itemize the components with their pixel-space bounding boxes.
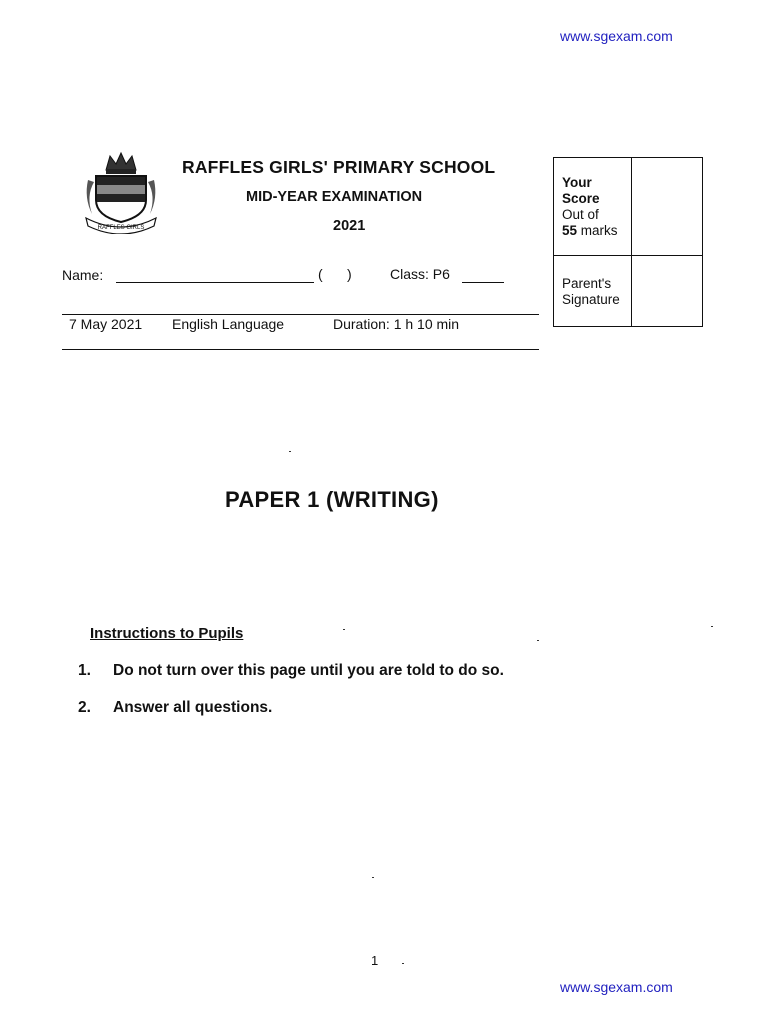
instruction-item <box>78 699 272 717</box>
exam-name: MID-YEAR EXAMINATION <box>246 189 423 205</box>
class-label: Class: P6 <box>390 266 450 282</box>
paper-title: PAPER 1 (WRITING) <box>225 487 439 512</box>
instruction-number: 2. <box>78 699 91 716</box>
scan-speck <box>343 629 345 630</box>
scan-speck <box>711 626 713 627</box>
score-your: Your <box>562 175 592 190</box>
school-crest <box>80 150 162 234</box>
register-bracket-close: ) <box>347 266 352 282</box>
name-field[interactable] <box>116 270 314 283</box>
exam-year: 2021 <box>333 218 366 234</box>
website-link-top[interactable]: www.sgexam.com <box>560 28 673 44</box>
score-score: Score <box>562 191 600 206</box>
website-link-bottom[interactable]: www.sgexam.com <box>560 979 673 995</box>
exam-duration: Duration: 1 h 10 min <box>333 316 460 332</box>
parents-label: Parent's <box>562 276 612 291</box>
instructions-heading: Instructions to Pupils <box>90 625 244 642</box>
exam-subject: English Language <box>172 316 285 332</box>
instruction-text: Do not turn over this page until you are told to do so. <box>113 662 504 679</box>
scan-speck <box>372 877 374 878</box>
exam-date: 7 May 2021 <box>69 316 143 332</box>
score-box <box>553 157 703 327</box>
instruction-item <box>78 662 504 680</box>
divider-top <box>62 314 539 315</box>
instruction-number: 1. <box>78 662 91 679</box>
divider-bottom <box>62 349 539 350</box>
scan-speck <box>402 963 404 964</box>
scan-speck <box>537 640 539 641</box>
instruction-text: Answer all questions. <box>113 699 273 716</box>
score-entry-cell[interactable] <box>634 160 700 253</box>
score-marks-unit: marks <box>577 223 618 238</box>
crest-motto: RAFFLES GIRLS <box>97 225 145 231</box>
score-marks-value: 55 <box>562 223 578 238</box>
page-number: 1 <box>371 953 379 968</box>
signature-label: Signature <box>562 292 620 307</box>
class-field[interactable] <box>462 270 504 283</box>
register-bracket-open: ( <box>318 266 323 282</box>
score-out-of: Out of <box>562 207 599 222</box>
school-name: RAFFLES GIRLS' PRIMARY SCHOOL <box>182 157 496 177</box>
name-label: Name: <box>62 267 104 283</box>
score-marks <box>562 223 618 239</box>
signature-entry-cell[interactable] <box>634 258 700 324</box>
scan-speck <box>289 451 291 452</box>
